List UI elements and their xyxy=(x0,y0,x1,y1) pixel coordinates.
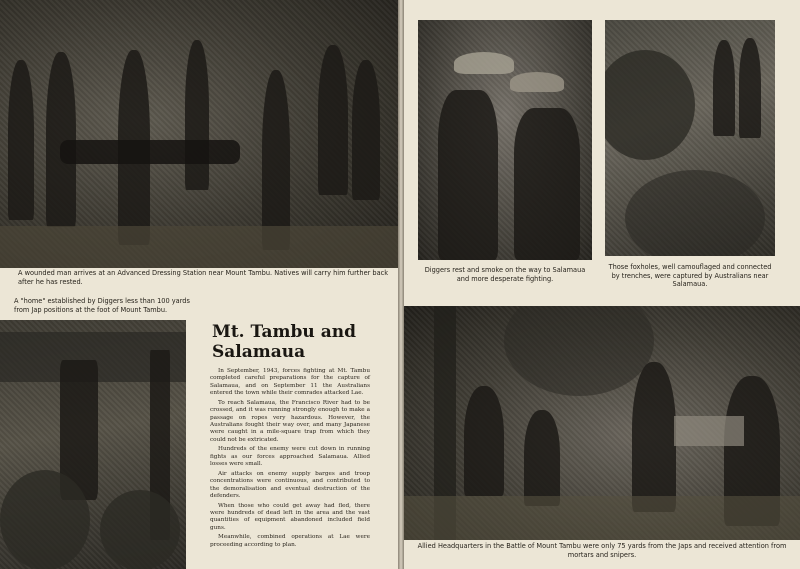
article-paragraph: Meanwhile, combined operations at Lae were proceeding according to plan. xyxy=(210,534,370,548)
photo-foxholes xyxy=(605,20,775,256)
caption-home: A "home" established by Diggers less than 100 yards from Jap positions at the foot of Mount Tambu. xyxy=(14,297,190,314)
photo-diggers-home xyxy=(0,320,186,569)
article-paragraph: Hundreds of the enemy were cut down in running fights as our forces approached Salamaua. Allied losses were small. xyxy=(210,446,370,468)
caption-dressing-station: A wounded man arrives at an Advanced Dressing Station near Mount Tambu. Natives will carry him further back after he has rested. xyxy=(18,269,389,286)
article-paragraph: To reach Salamaua, the Francisco River had to be crossed, and it was running strongly enough to make a passage on ropes very hazardous. However, the Australians fought their way over, and many Japanese were caught in a mile-square trap from which they could not be extricated. xyxy=(210,399,370,443)
caption-allied-headquarters: Allied Headquarters in the Battle of Mount Tambu were only 75 yards from the Japs and received attention from mortars and snipers. xyxy=(417,542,787,559)
article-paragraph: In September, 1943, forces fighting at Mt. Tambu completed careful preparations for the capture of Salamaua, and on September 11 the Australians entered the town while their comrades attacked Lae. xyxy=(210,368,370,397)
article-paragraph: When those who could get away had fled, there were hundreds of dead left in the area and the vast quantities of equipment abandoned included field guns. xyxy=(210,502,370,531)
caption-foxholes: Those foxholes, well camouflaged and connected by trenches, were captured by Australians near Salamaua. xyxy=(608,263,772,289)
photo-diggers-rest xyxy=(418,20,592,260)
article-body xyxy=(210,368,370,551)
caption-diggers-rest: Diggers rest and smoke on the way to Salamaua and more desperate fighting. xyxy=(424,266,586,283)
article-title xyxy=(212,322,392,362)
photo-allied-headquarters xyxy=(404,306,800,540)
article-paragraph: Air attacks on enemy supply barges and troop concentrations were continuous, and contributed to the demoralisation and eventual destruction of the defenders. xyxy=(210,470,370,500)
article-title-line-1: Mt. Tambu and xyxy=(212,322,356,342)
photo-dressing-station xyxy=(0,0,398,268)
article-title-line-2: Salamaua xyxy=(212,342,306,362)
